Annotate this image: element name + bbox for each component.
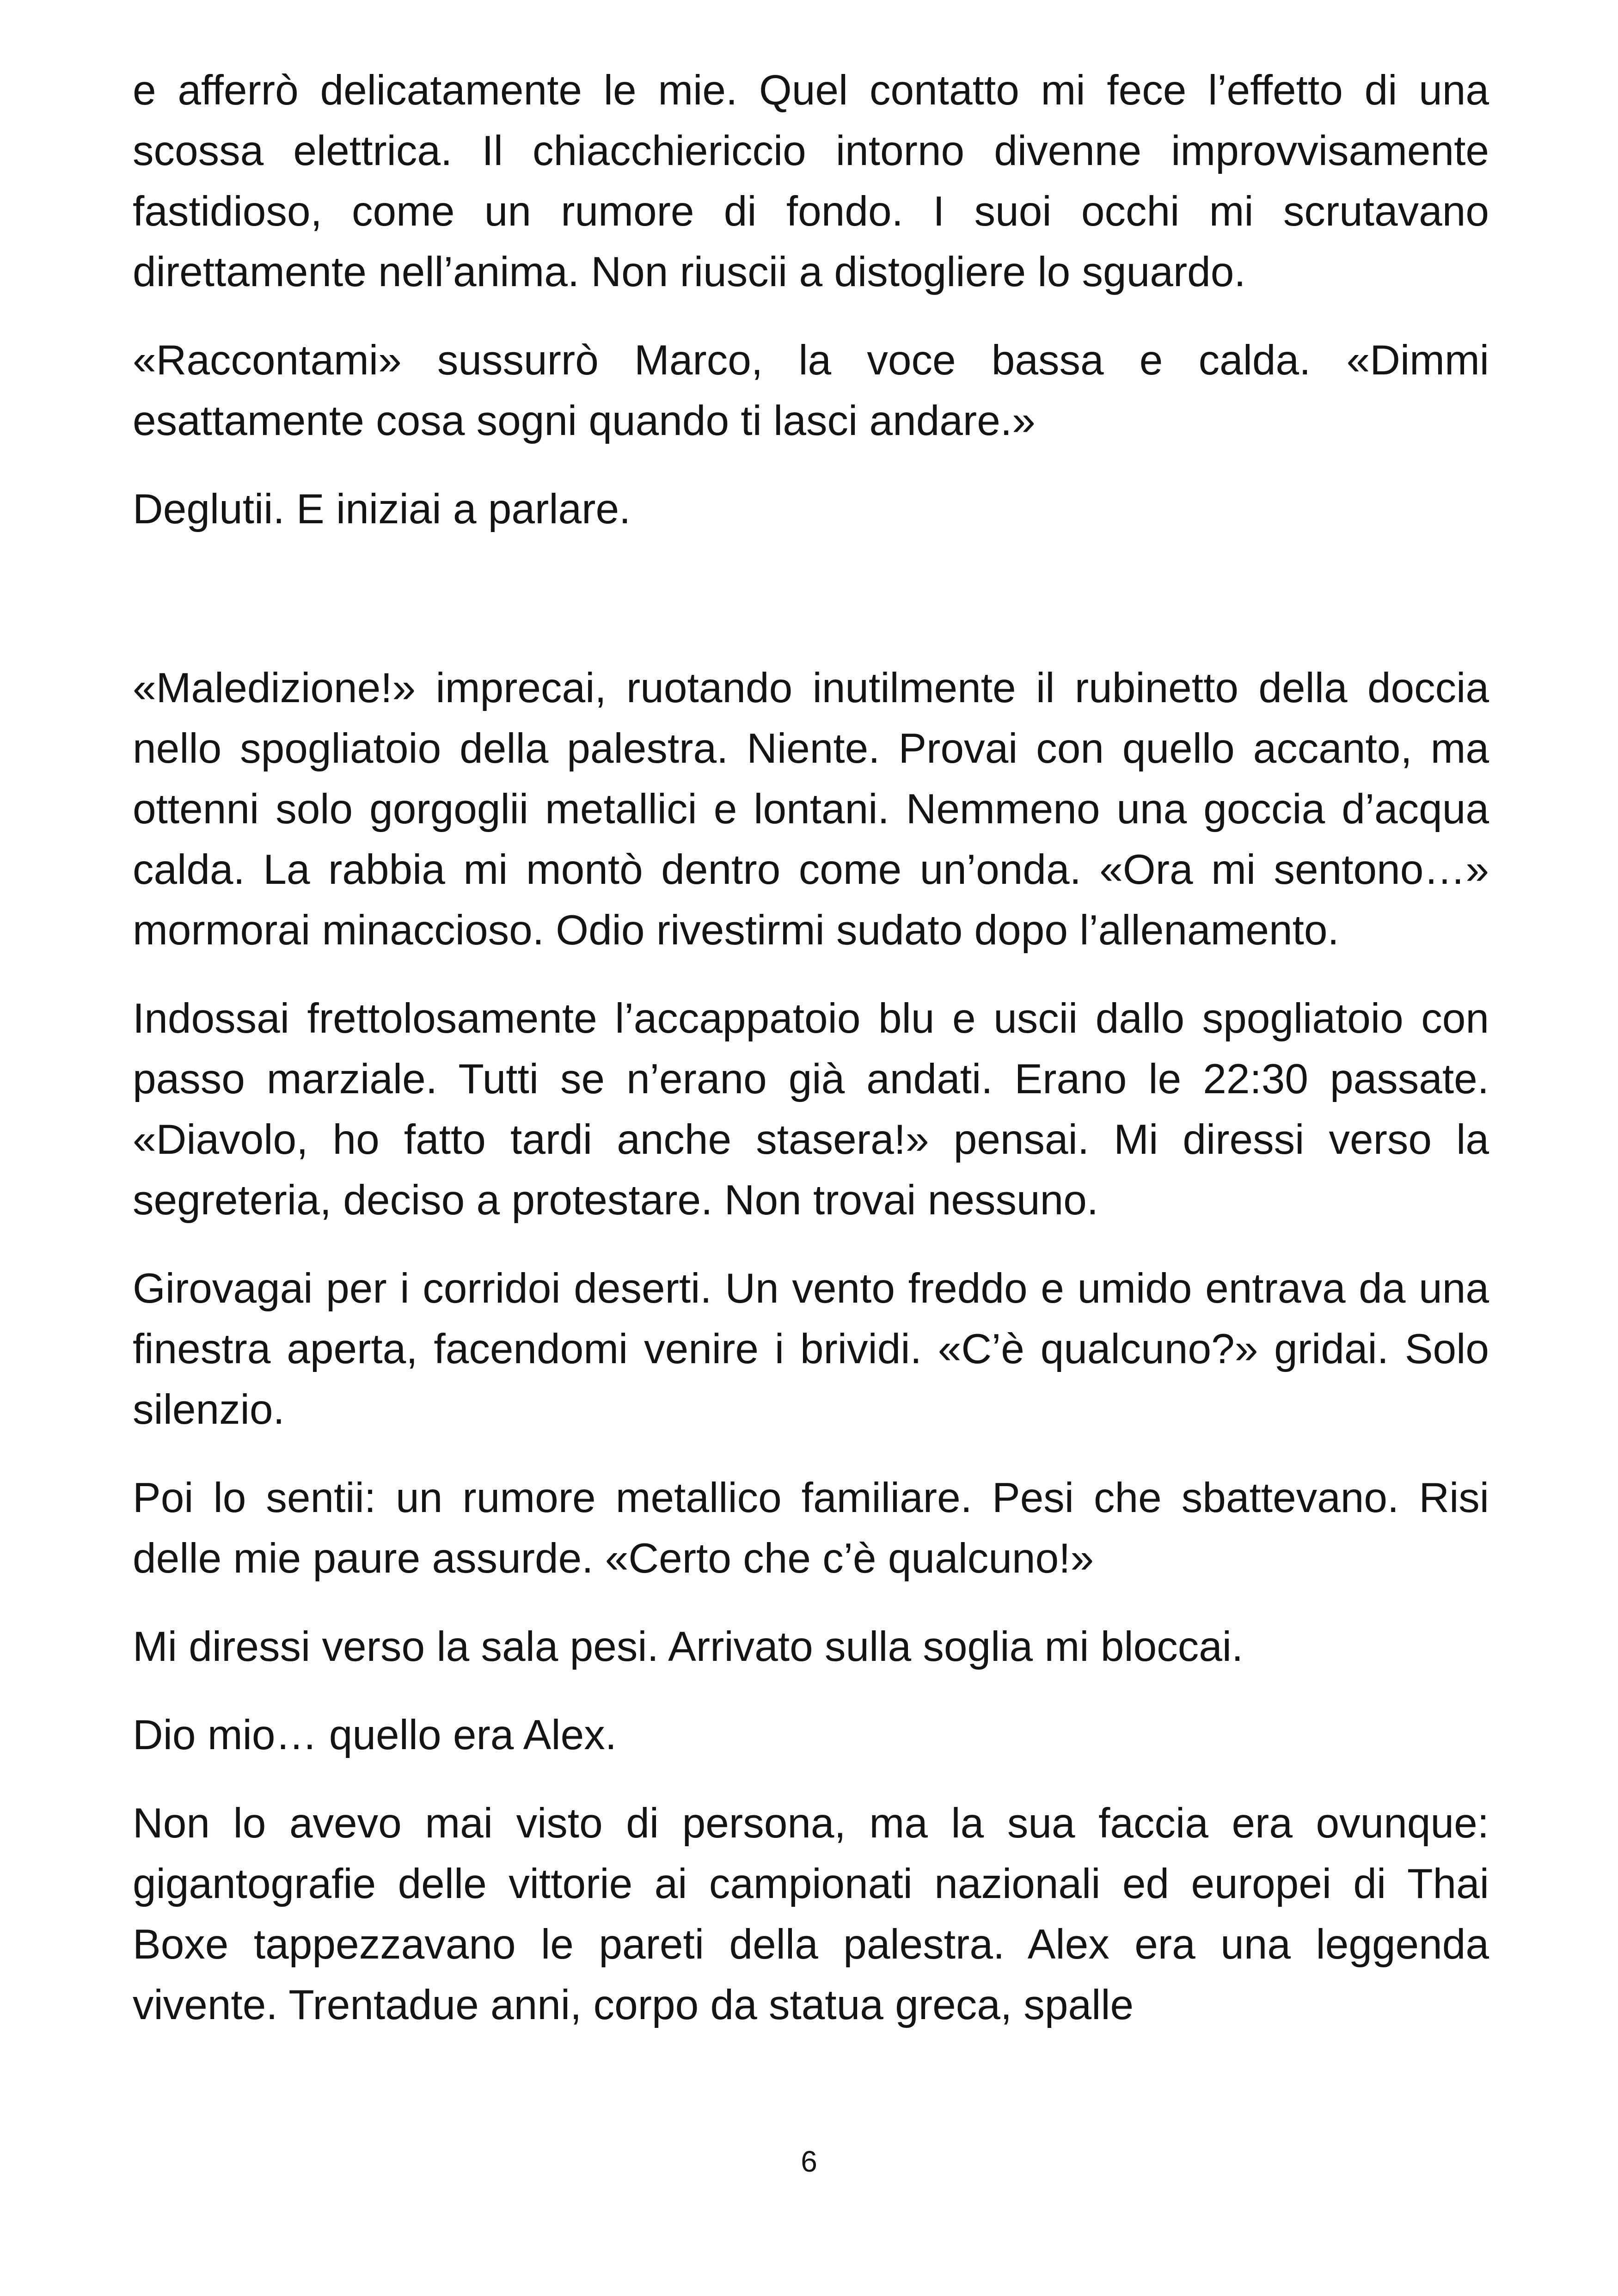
- text-body: [133, 60, 1489, 2063]
- paragraph: Mi diressi verso la sala pesi. Arrivato sulla soglia mi bloccai.: [133, 1623, 1244, 1670]
- paragraph: Poi lo sentii: un rumore metallico familiare. Pesi che sbattevano. Risi delle mie paure assurde. «Certo che c’è qualcuno!»: [133, 1475, 1489, 1582]
- paragraph: Girovagai per i corridoi deserti. Un vento freddo e umido entrava da una finestra aperta, facendomi venire i brividi. «C’è qualcuno?» gridai. Solo silenzio.: [133, 1265, 1489, 1433]
- paragraph: «Maledizione!» imprecai, ruotando inutilmente il rubinetto della doccia nello spogliatoio della palestra. Niente. Provai con quello accanto, ma ottenni solo gorgoglii metallici e lontani. Nemmeno una goccia d’acqua calda. La rabbia mi montò dentro come un’onda. «Ora mi sentono…» mormorai minaccioso. Odio rivestirmi sudato dopo l’allenamento.: [133, 665, 1489, 954]
- paragraph: «Raccontami» sussurrò Marco, la voce bassa e calda. «Dimmi esattamente cosa sogni quando ti lasci andare.»: [133, 337, 1489, 444]
- page-number: 6: [801, 2145, 817, 2178]
- paragraph: Non lo avevo mai visto di persona, ma la sua faccia era ovunque: gigantografie delle vittorie ai campionati nazionali ed europei di Thai Boxe tappezzavano le pareti della palestra. Alex era una leggenda vivente. Trentadue anni, corpo da statua greca, spalle: [133, 1800, 1489, 2028]
- paragraph: Dio mio… quello era Alex.: [133, 1712, 617, 1758]
- paragraph: Indossai frettolosamente l’accappatoio blu e uscii dallo spogliatoio con passo marziale. Tutti se n’erano già andati. Erano le 22:30 passate. «Diavolo, ho fatto tardi anche stasera!» pensai. Mi diressi verso la segreteria, deciso a protestare. Non trovai nessuno.: [133, 995, 1489, 1224]
- scene-break: [133, 567, 1489, 658]
- paragraph: Deglutii. E iniziai a parlare.: [133, 486, 631, 533]
- paragraph: e afferrò delicatamente le mie. Quel contatto mi fece l’effetto di una scossa elettrica. Il chiacchiericcio intorno divenne improvvisamente fastidioso, come un rumore di fondo. I suoi occhi mi scrutavano direttamente nell’anima. Non riuscii a distogliere lo sguardo.: [133, 67, 1489, 295]
